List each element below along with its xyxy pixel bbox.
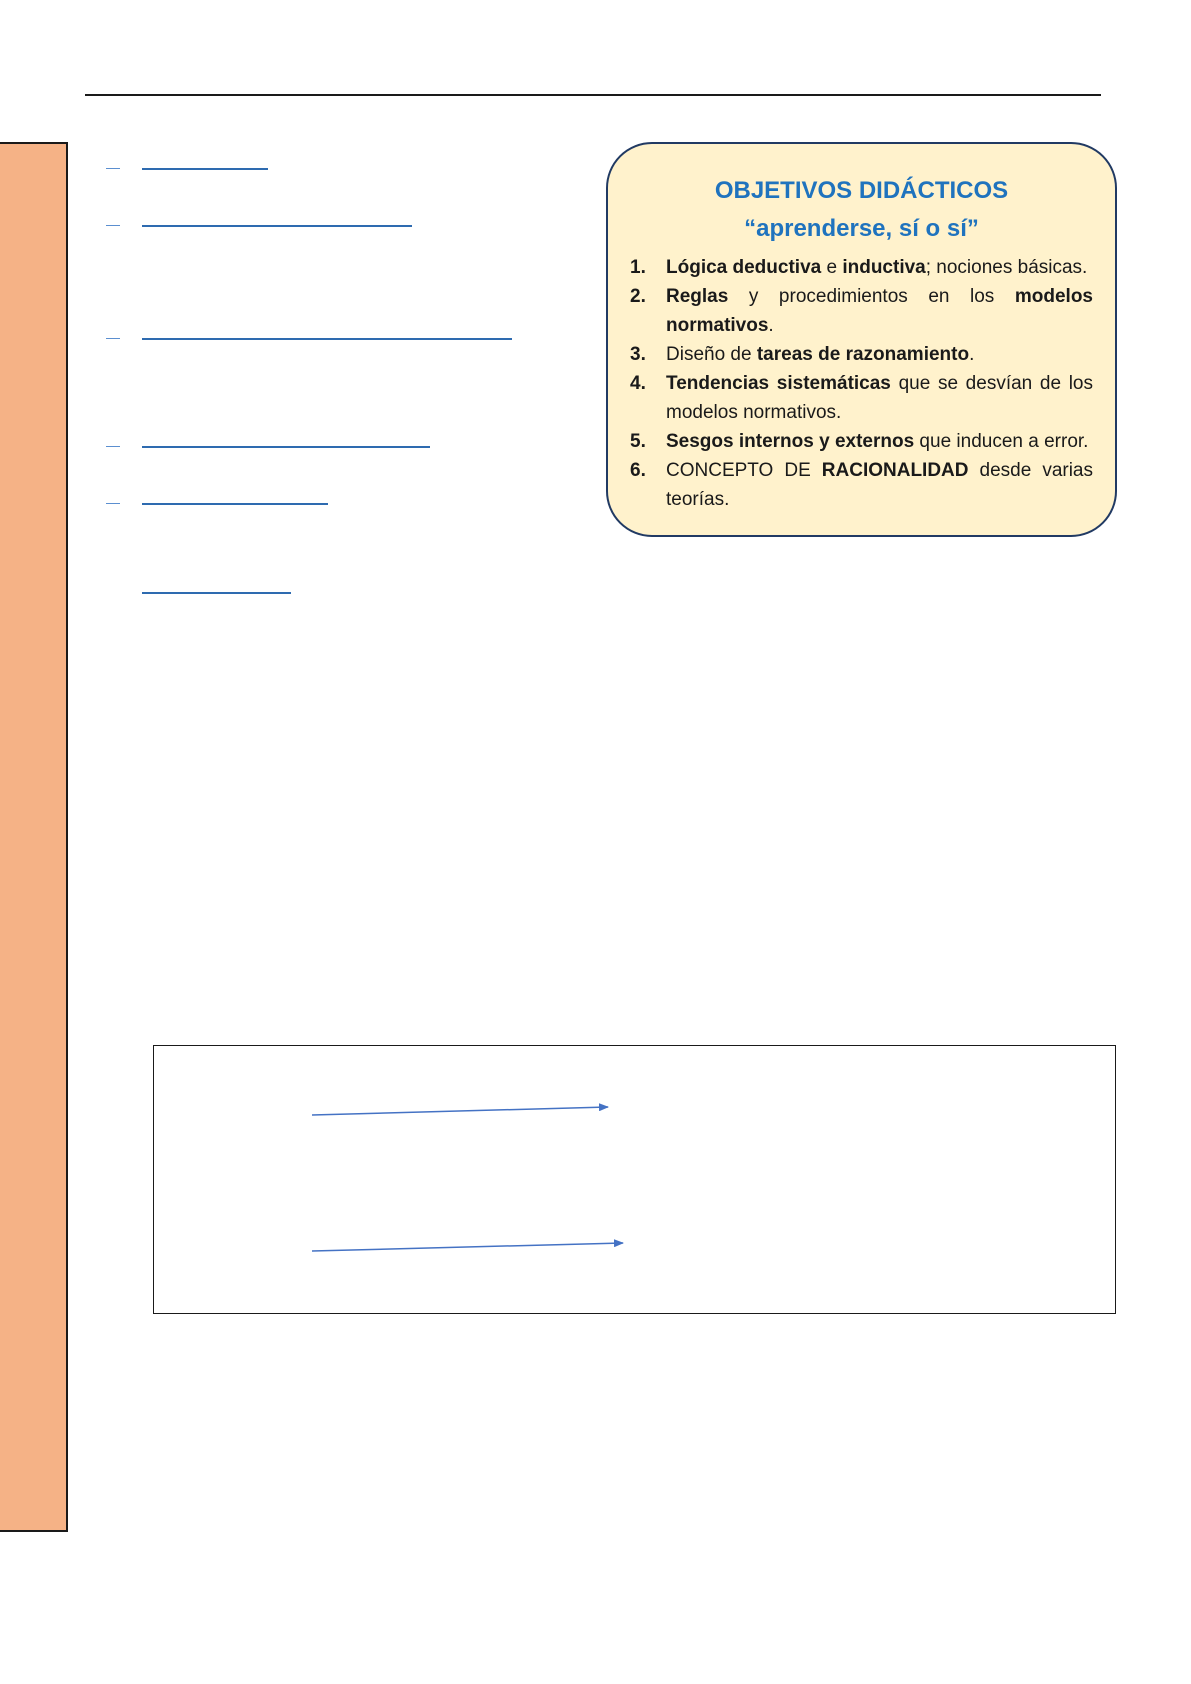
objective-number: 4. [630,373,646,394]
objectives-subtitle: “aprenderse, sí o sí” [744,215,979,242]
arrow-2 [312,1243,623,1251]
objective-text [666,456,1093,514]
toc-bullet [106,225,120,226]
toc-link-2[interactable] [142,225,412,227]
side-color-band [0,142,68,1532]
objective-text-run: ; nociones básicas. [925,257,1088,278]
toc-bullet [106,446,120,447]
objective-number: 2. [630,286,646,307]
objective-item [630,427,1093,456]
objective-text-run: e [821,257,843,278]
objective-item [630,456,1093,514]
objective-text-bold: tareas de razonamiento [756,344,970,365]
objective-text-bold: Tendencias sistemáticas [666,373,891,394]
objective-text [666,340,1093,369]
toc-bullet [106,338,120,339]
objectives-title: OBJETIVOS DIDÁCTICOS [714,177,1009,204]
objectives-box [606,142,1117,537]
diagram-box [153,1045,1116,1314]
objective-item [630,253,1093,282]
objective-text [666,253,1093,282]
objective-text-run: CONCEPTO DE [666,460,822,481]
objective-text-bold: Sesgos internos y externos [666,431,915,452]
header-rule [85,94,1101,96]
toc-link-4[interactable] [142,446,430,448]
objective-text-bold: modelos normativos [666,286,1093,336]
objective-number: 3. [630,344,646,365]
objective-text [666,369,1093,427]
toc-link-1[interactable] [142,168,268,170]
arrow-1 [312,1107,608,1115]
objective-item [630,282,1093,340]
objective-text-run: que inducen a error. [914,431,1089,452]
objective-item [630,340,1093,369]
objectives-list [630,253,1093,514]
objective-number: 5. [630,431,646,452]
objective-number: 1. [630,257,646,278]
objective-text-bold: Reglas [666,286,729,307]
objective-text-run: desde varias teorías. [666,460,1093,510]
objective-text-bold: Lógica deductiva [666,257,822,278]
objective-text-run: y procedimientos en los [728,286,1015,307]
objective-item [630,369,1093,427]
objective-text-run: que se desvían de los modelos normativos. [666,373,1093,423]
objective-text [666,427,1093,456]
objective-text-run: . [969,344,975,365]
toc-bullet [106,503,120,504]
objective-text-bold: RACIONALIDAD [821,460,969,481]
objective-text-bold: inductiva [842,257,926,278]
objective-text-run: . [768,315,774,336]
objective-text-run: Diseño de [666,344,757,365]
objective-text [666,282,1093,340]
toc-link-6[interactable] [142,592,291,594]
toc-link-5[interactable] [142,503,328,505]
toc-bullet [106,168,120,169]
objective-number: 6. [630,460,646,481]
diagram-arrows [154,1046,1117,1315]
toc-link-3[interactable] [142,338,512,340]
